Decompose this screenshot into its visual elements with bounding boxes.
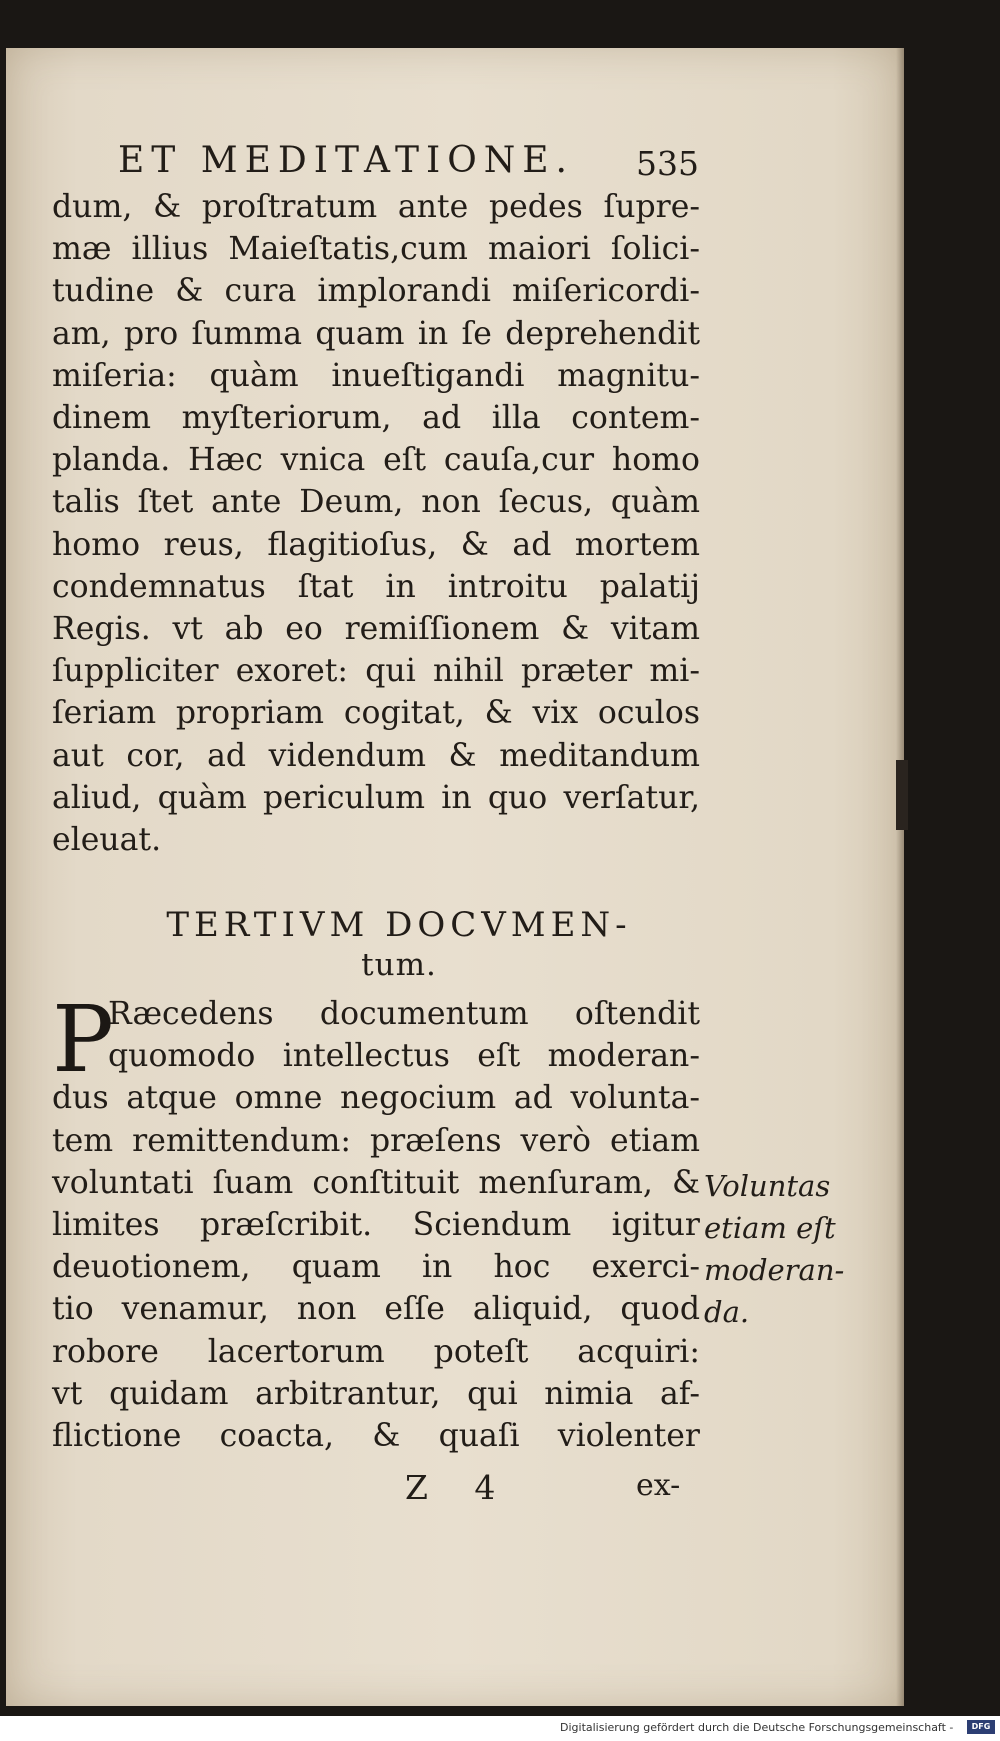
marginal-note-line: da. [704,1295,750,1329]
section-heading-line: tum. [361,947,437,983]
text-line: vt quidam arbitrantur, qui nimia af- [52,1375,700,1412]
section-heading-line: TERTIVM DOCVMEN- [166,905,632,945]
text-line: dum, & proſtratum ante pedes ſupre- [52,189,700,225]
text-line: planda. Hæc vnica eſt cauſa,cur homo [52,442,700,479]
text-line: dinem myſteriorum, ad illa contem- [52,400,700,437]
text-line: am, pro ſumma quam in ſe deprehendit [52,315,700,352]
digitization-credit: Digitalisierung gefördert durch die Deutsche Forschungsgemeinschaft - [560,1721,954,1734]
text-line: aliud, quàm periculum in quo verſatur, [52,779,700,816]
marginal-note [704,1165,864,1333]
text-line: Regis. vt ab eo remiſſionem & vitam [52,611,700,648]
text-block-section [52,986,700,1457]
text-line: tio venamur, non eſſe aliquid, quod [52,1291,700,1328]
text-line: tem remittendum: præſens verò etiam [52,1122,700,1159]
text-line: condemnatus ſtat in introitu palatij [52,568,700,605]
text-line: aut cor, ad videndum & meditandum [52,737,700,774]
text-line: robore lacertorum poteſt acquiri: [52,1333,700,1370]
signature-mark: Z 4 [405,1468,514,1507]
section-heading [100,905,698,983]
text-line: limites præſcribit. Sciendum igitur [52,1207,700,1244]
running-title: ET MEDITATIONE. [118,140,574,181]
text-line: ſuppliciter exoret: qui nihil præter mi- [52,653,700,690]
text-line: eleuat. [52,822,162,859]
running-header [118,140,698,184]
text-line: mæ illius Maieſtatis,cum maiori ſolici- [52,231,700,268]
marginal-note-line: etiam eſt [704,1211,836,1245]
page-edge-mark [896,760,908,830]
text-line: talis ſtet ante Deum, non ſecus, quàm [52,484,700,521]
text-line: dus atque omne negocium ad volunta- [52,1080,700,1117]
text-line: Ræcedens documentum oſtendit [108,996,700,1032]
page-number: 535 [636,144,699,183]
text-line: quomodo intellectus eſt moderan- [108,1038,700,1075]
marginal-note-line: Voluntas [704,1169,831,1203]
dfg-logo: DFG [967,1720,995,1734]
catchword: ex- [636,1468,681,1503]
text-line: homo reus, flagitioſus, & ad mortem [52,526,700,563]
marginal-note-line: moderan- [704,1253,845,1287]
text-line: voluntati ſuam conſtituit menſuram, & [52,1164,700,1201]
text-line: flictione coacta, & quaſi violenter [52,1418,700,1455]
text-line: ſeriam propriam cogitat, & vix oculos [52,695,700,732]
text-block-continuation [52,186,700,861]
text-line: miſeria: quàm inueſtigandi magnitu- [52,357,700,394]
text-line: deuotionem, quam in hoc exerci- [52,1249,700,1286]
drop-capital: P [52,986,114,1093]
text-line: tudine & cura implorandi miſericordi- [52,273,700,310]
